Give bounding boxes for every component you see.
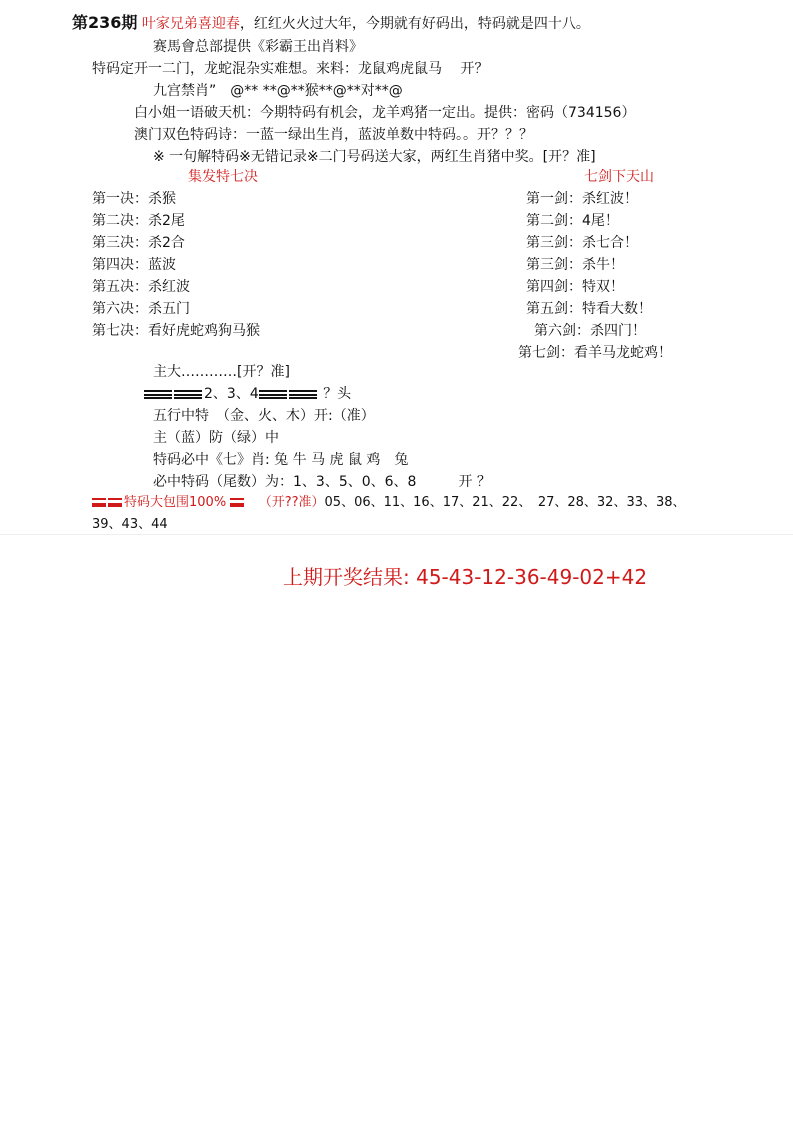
bottom-line-7 [92,493,686,513]
red-bar-decoration [230,498,244,507]
left-item-6: 第六决：杀五门 [92,301,190,317]
bottom-line-1: 主大…………[开？准] [153,364,290,380]
bar-decoration [174,390,202,399]
line-6: 澳门双色特码诗：一蓝一绿出生肖，蓝波单数中特码。。开？？？ [134,127,533,143]
bottom-line-2-numbers: 2、3、4 [204,386,259,402]
right-item-5: 第四剑：特双！ [526,279,624,295]
bar-decoration [259,390,287,399]
header-red-text: 叶家兄弟喜迎春 [141,16,240,32]
bar-decoration [289,390,317,399]
bottom-line-3: 五行中特 （金、火、木）开:（准） [153,408,375,424]
last-result: 上期开奖结果: 45-43-12-36-49-02+42 [283,565,648,589]
bottom-line-8: 39、43、44 [92,517,168,532]
line-4: 九宫禁肖” @** **@**猴**@**对**@ [153,83,403,99]
line-3: 特码定开一二门，龙蛇混杂实难想。来料：龙鼠鸡虎鼠马 开？ [92,61,489,77]
red-bar-decoration [92,498,106,507]
bottom-line-6: 必中特码（尾数）为：1、3、5、0、6、8 开 ？ [153,474,491,490]
line-7: ※ 一句解特码※无错记录※二门号码送大家，两红生肖猪中奖。[开？准] [153,149,596,165]
left-item-1: 第一决：杀猴 [92,191,176,207]
left-item-3: 第三决：杀2合 [92,235,185,251]
bottom-line-7-red2: （开??准） [258,495,325,510]
right-item-3: 第三剑：杀七合！ [526,235,638,251]
right-item-6: 第五剑：特看大数！ [526,301,652,317]
header-line [72,13,590,34]
bottom-line-5: 特码必中《七》肖: 兔 牛 马 虎 鼠 鸡 兔 [153,452,409,468]
right-item-2: 第二剑：4尾！ [526,213,619,229]
right-item-4: 第三剑：杀牛！ [526,257,624,273]
bottom-line-7-red: 特码大包围100% [124,495,227,510]
bottom-line-4: 主（蓝）防（绿）中 [153,430,279,446]
right-col-title: 七剑下天山 [584,169,654,185]
line-5: 白小姐一语破天机：今期特码有机会，龙羊鸡猪一定出。提供：密码（734156） [134,105,636,121]
issue-number: 第236期 [72,13,138,32]
left-item-7: 第七决：看好虎蛇鸡狗马猴 [92,323,260,339]
left-col-title: 集发特七决 [188,169,258,185]
red-bar-decoration [108,498,122,507]
left-item-2: 第二决：杀2尾 [92,213,185,229]
right-item-8: 第七剑：看羊马龙蛇鸡！ [518,345,672,361]
line-2: 赛馬會总部提供《彩霸王出肖料》 [153,39,363,55]
divider [0,534,793,535]
right-item-7: 第六剑：杀四门！ [534,323,646,339]
bottom-line-2 [144,384,351,404]
bottom-line-7-numbers: 05、06、11、16、17、21、22、 27、28、32、33、38、 [324,495,686,510]
bar-decoration [144,390,172,399]
left-item-4: 第四决：蓝波 [92,257,176,273]
left-item-5: 第五决：杀红波 [92,279,190,295]
right-item-1: 第一剑：杀红波！ [526,191,638,207]
header-text: ，红红火火过大年，今期就有好码出，特码就是四十八。 [239,16,590,32]
bottom-line-2-tail: ？头 [323,386,352,402]
